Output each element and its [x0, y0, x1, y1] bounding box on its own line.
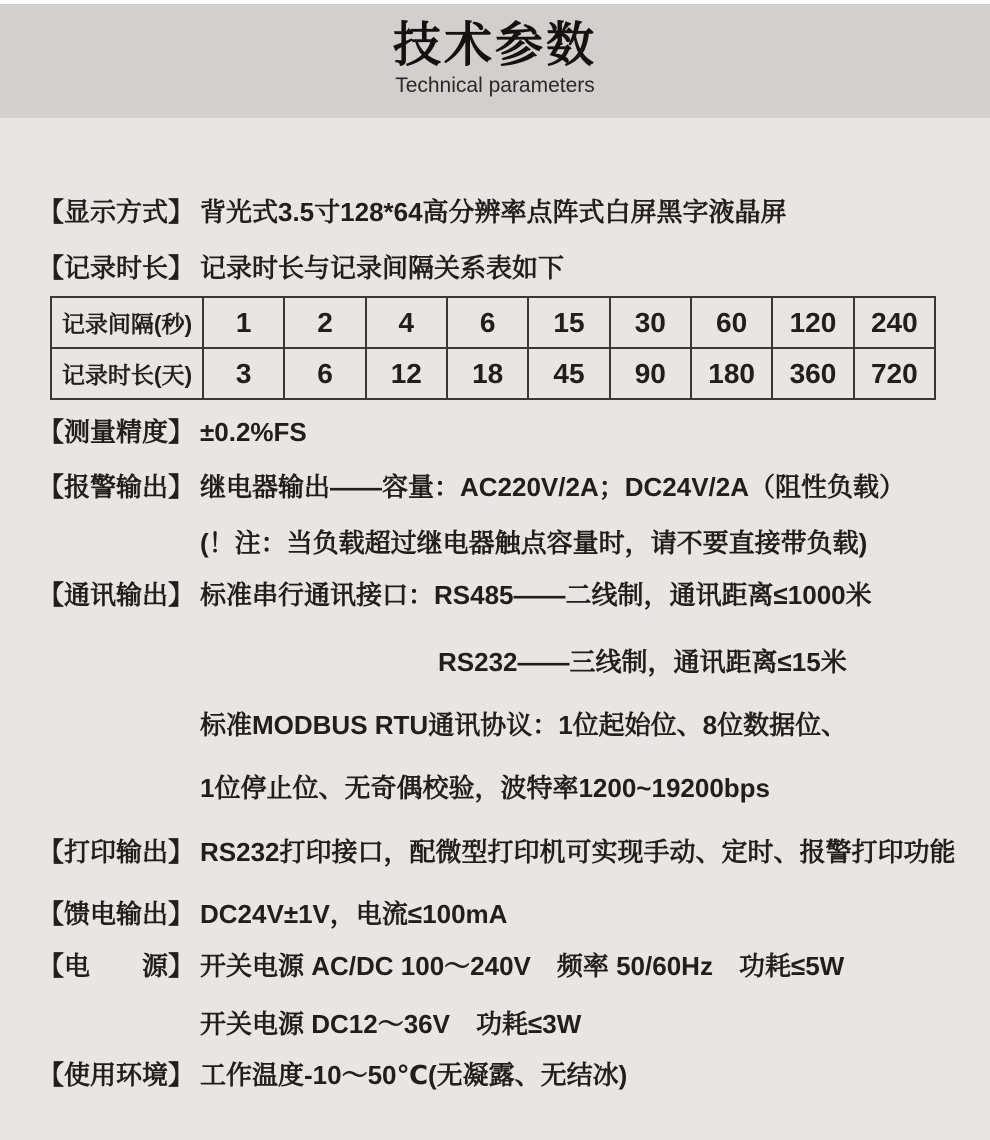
table-cell: 4	[366, 297, 447, 348]
table-cell: 2	[284, 297, 365, 348]
spec-content: ±0.2%FS	[200, 417, 307, 447]
page-title: 技术参数	[392, 19, 597, 72]
spec-content-continuation: RS232——三线制，通讯距离≤15米	[438, 647, 847, 677]
table-cell: 60	[691, 297, 772, 348]
spec-row-power-dc	[0, 1006, 990, 1042]
spec-label: 【打印输出】	[38, 837, 195, 867]
spec-content: 工作温度-10～50℃(无凝露、无结冰)	[200, 1060, 628, 1090]
spec-row-alarm-note	[0, 525, 990, 561]
table-cell: 30	[610, 297, 691, 348]
spec-row-comm-stopbit	[0, 770, 990, 806]
spec-content-note: (！注：当负载超过继电器触点容量时，请不要直接带负载)	[200, 528, 868, 558]
spec-content: 标准串行通讯接口：RS485——二线制，通讯距离≤1000米	[200, 580, 872, 610]
spec-label: 【使用环境】	[38, 1060, 195, 1090]
spec-content: 记录时长与记录间隔关系表如下	[200, 253, 565, 283]
table-cell: 3	[203, 348, 284, 399]
table-cell: 120	[772, 297, 853, 348]
spec-row-feed-output	[0, 896, 990, 932]
table-row-duration	[51, 348, 935, 399]
spec-content: 背光式3.5寸128*64高分辨率点阵式白屏黑字液晶屏	[200, 197, 787, 227]
spec-label: 【记录时长】	[38, 253, 195, 283]
spec-row-power	[0, 948, 990, 984]
spec-row-comm-modbus	[0, 707, 990, 743]
spec-content: RS232打印接口，配微型打印机可实现手动、定时、报警打印功能	[200, 837, 956, 867]
row-header-interval: 记录间隔(秒)	[51, 297, 203, 348]
spec-content-continuation: 1位停止位、无奇偶校验，波特率1200~19200bps	[200, 773, 771, 803]
table-cell: 240	[854, 297, 935, 348]
table-cell: 180	[691, 348, 772, 399]
table-cell: 18	[447, 348, 528, 399]
table-cell: 6	[447, 297, 528, 348]
table-cell: 720	[854, 348, 935, 399]
spec-label: 【测量精度】	[38, 417, 195, 447]
spec-content-continuation: 标准MODBUS RTU通讯协议：1位起始位、8位数据位、	[200, 710, 848, 740]
spec-row-display-mode	[0, 194, 990, 230]
spec-content: DC24V±1V，电流≤100mA	[200, 899, 508, 929]
spec-content: 继电器输出——容量：AC220V/2A；DC24V/2A（阻性负载）	[200, 472, 906, 502]
spec-row-environment	[0, 1057, 990, 1093]
page-subtitle: Technical parameters	[395, 74, 595, 97]
spec-label: 【显示方式】	[38, 197, 195, 227]
table-cell: 12	[366, 348, 447, 399]
spec-label: 【报警输出】	[38, 472, 195, 502]
spec-row-print-output	[0, 834, 990, 870]
table-cell: 360	[772, 348, 853, 399]
spec-content: 开关电源 AC/DC 100～240V 频率 50/60Hz 功耗≤5W	[200, 951, 845, 981]
row-header-duration: 记录时长(天)	[51, 348, 203, 399]
spec-row-accuracy	[0, 414, 990, 450]
spec-row-comm-output	[0, 577, 990, 613]
table-cell: 15	[528, 297, 609, 348]
spec-row-comm-rs232	[0, 644, 990, 680]
table-cell: 90	[610, 348, 691, 399]
spec-label: 【通讯输出】	[38, 580, 195, 610]
spec-label: 【馈电输出】	[38, 899, 195, 929]
page-header	[0, 4, 990, 118]
spec-content-continuation: 开关电源 DC12～36V 功耗≤3W	[200, 1009, 582, 1039]
table-row-interval	[51, 297, 935, 348]
record-interval-table	[50, 296, 936, 400]
spec-row-alarm-output	[0, 469, 990, 505]
table-cell: 1	[203, 297, 284, 348]
table-cell: 45	[528, 348, 609, 399]
spec-label: 【电 源】	[38, 951, 195, 981]
spec-row-record-length	[0, 250, 990, 286]
table-cell: 6	[284, 348, 365, 399]
